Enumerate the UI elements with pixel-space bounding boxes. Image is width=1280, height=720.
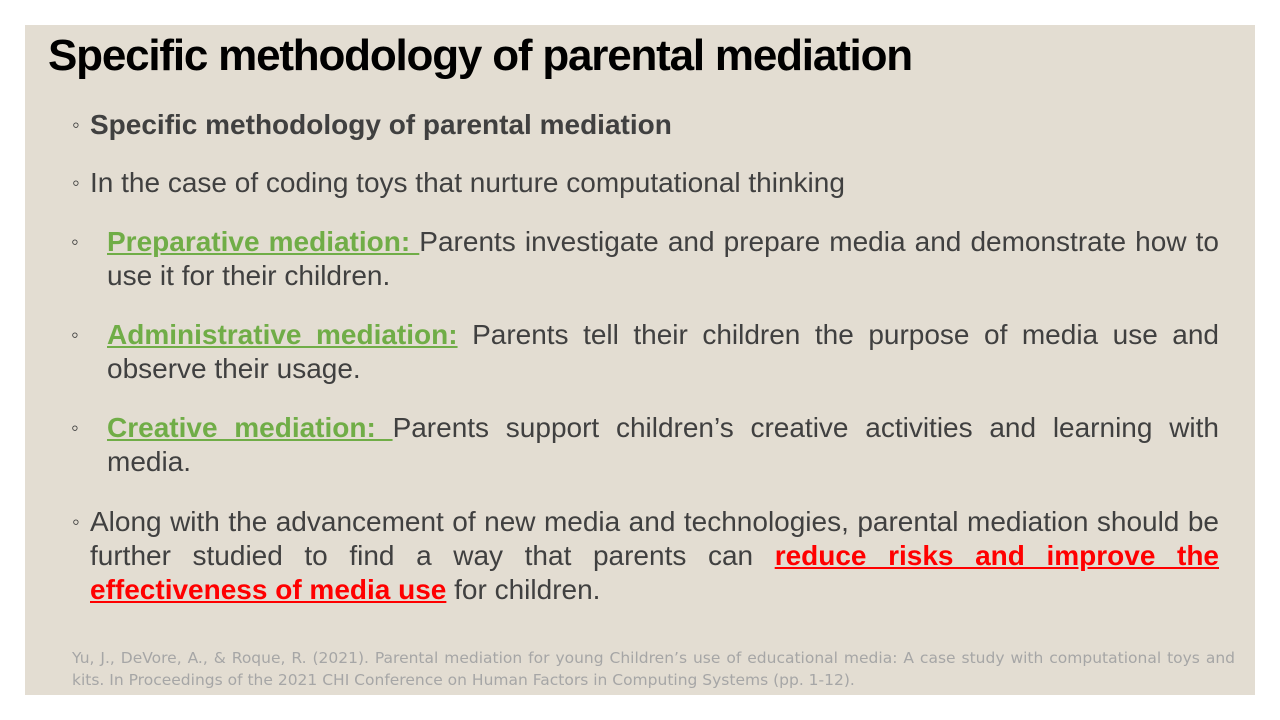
- bullet-text-end: for children.: [446, 574, 601, 605]
- highlight-text: reduce risks and improve the effectiveness of media use: [90, 540, 1219, 605]
- bullet-creative-mediation: [71, 411, 1219, 479]
- citation: Yu, J., DeVore, A., & Roque, R. (2021). Parental mediation for young Children’s use of educational media: A case study with computational toys and kits. In Proceedings of the 2021 CHI Conference on Human Factors in Computing Systems (pp. 1-12).: [72, 649, 1235, 689]
- bullet-text: Specific methodology of parental mediation: [90, 109, 672, 140]
- bullet-text: Parents tell their children the purpose of media use and observe their usage.: [107, 319, 1219, 384]
- bullet-mark: ◦: [72, 170, 80, 195]
- slide: [25, 25, 1255, 695]
- bullet-heading: [72, 108, 1219, 142]
- bullet-mark: ◦: [72, 112, 80, 137]
- bullet-mark: ◦: [71, 229, 79, 254]
- bullet-preparative-mediation: [71, 225, 1220, 293]
- bullet-mark: ◦: [72, 509, 80, 534]
- slide-title: Specific methodology of parental mediation: [48, 31, 912, 80]
- term-creative-mediation: Creative mediation:: [107, 412, 393, 443]
- term-preparative-mediation: Preparative mediation:: [107, 226, 420, 257]
- bullet-conclusion: [72, 505, 1219, 607]
- bullet-mark: ◦: [71, 322, 79, 347]
- term-administrative-mediation: Administrative mediation:: [107, 319, 458, 350]
- bullet-mark: ◦: [71, 415, 79, 440]
- bullet-text: Parents investigate and prepare media and demonstrate how to use it for their children.: [107, 226, 1220, 291]
- bullet-context: [72, 166, 1219, 200]
- bullet-administrative-mediation: [71, 318, 1219, 386]
- bullet-text: In the case of coding toys that nurture computational thinking: [90, 167, 845, 198]
- bullet-text: Parents support children’s creative activities and learning with media.: [107, 412, 1219, 477]
- bullet-text: Along with the advancement of new media and technologies, parental mediation should be further studied to find a way that parents can: [90, 506, 1219, 571]
